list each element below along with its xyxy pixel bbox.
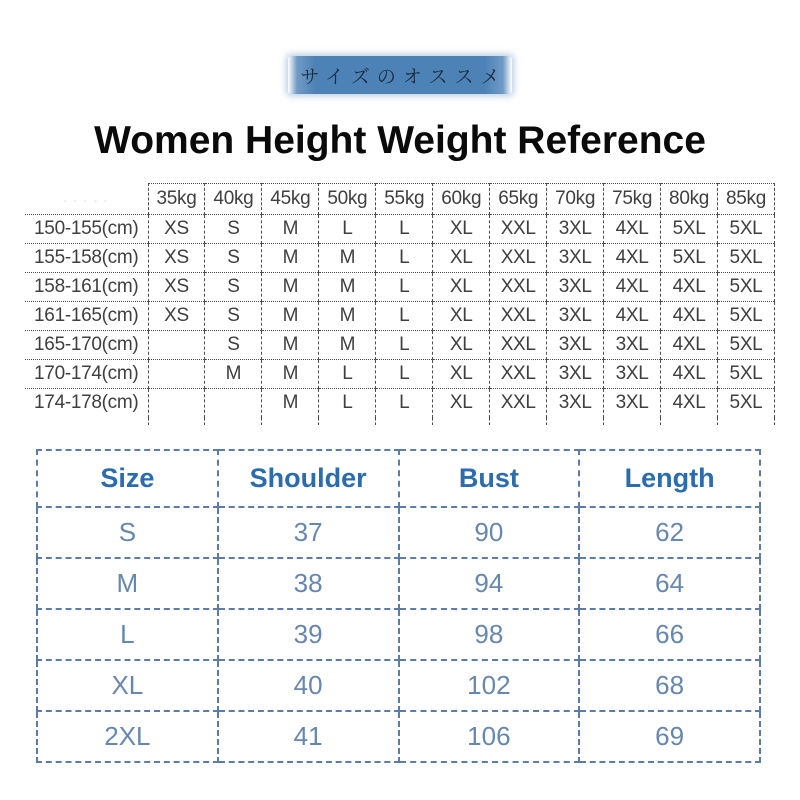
tick-cell — [262, 418, 319, 425]
height-weight-row — [25, 360, 775, 389]
shoulder-value-cell: 40 — [218, 660, 399, 711]
measurement-table-body — [37, 507, 760, 762]
height-weight-row — [25, 331, 775, 360]
measurement-header-row — [37, 450, 760, 507]
recommended-size-cell: XL — [433, 244, 490, 273]
recommended-size-cell: 4XL — [604, 273, 661, 302]
recommended-size-cell: M — [262, 389, 319, 418]
erased-text-artifact: - - - - - — [63, 195, 110, 207]
recommended-size-cell: 3XL — [547, 215, 604, 244]
tick-cell — [376, 418, 433, 425]
recommended-size-cell: XL — [433, 331, 490, 360]
recommended-size-cell: M — [205, 360, 262, 389]
recommended-size-cell: S — [205, 302, 262, 331]
recommended-size-cell: XS — [148, 302, 205, 331]
bust-value-cell: 102 — [399, 660, 580, 711]
recommended-size-cell: L — [319, 389, 376, 418]
size-value-cell: 2XL — [37, 711, 218, 762]
weight-header-cell: 50kg — [319, 184, 376, 215]
height-range-label: 150-155(cm) — [25, 215, 148, 244]
recommended-size-cell: 3XL — [547, 302, 604, 331]
weight-header-cell: 80kg — [661, 184, 718, 215]
recommended-size-cell: L — [319, 360, 376, 389]
tick-cell — [25, 418, 148, 425]
height-weight-table-head — [25, 184, 775, 215]
shoulder-header-cell: Shoulder — [218, 450, 399, 507]
recommended-size-cell: 5XL — [718, 302, 775, 331]
recommended-size-cell: XL — [433, 389, 490, 418]
tick-cell — [319, 418, 376, 425]
measurement-row — [37, 660, 760, 711]
tick-cell — [604, 418, 661, 425]
measurement-table — [36, 449, 761, 763]
weight-header-cell: 55kg — [376, 184, 433, 215]
recommended-size-cell: 3XL — [547, 244, 604, 273]
tick-cell — [661, 418, 718, 425]
recommended-size-cell: M — [262, 244, 319, 273]
shoulder-value-cell: 38 — [218, 558, 399, 609]
height-range-label: 170-174(cm) — [25, 360, 148, 389]
size-value-cell: XL — [37, 660, 218, 711]
tick-cell — [718, 418, 775, 425]
weight-header-row — [25, 184, 775, 215]
recommended-size-cell: 4XL — [661, 360, 718, 389]
height-weight-row — [25, 273, 775, 302]
recommended-size-cell: 5XL — [718, 273, 775, 302]
length-value-cell: 69 — [579, 711, 760, 762]
recommended-size-cell: L — [319, 215, 376, 244]
height-weight-row — [25, 389, 775, 418]
size-value-cell: M — [37, 558, 218, 609]
recommended-size-cell: XXL — [490, 331, 547, 360]
recommended-size-cell — [148, 389, 205, 418]
recommended-size-cell: 4XL — [661, 302, 718, 331]
measurement-table-head — [37, 450, 760, 507]
recommended-size-cell: 4XL — [604, 244, 661, 273]
recommended-size-cell: 5XL — [661, 215, 718, 244]
recommended-size-cell: M — [262, 215, 319, 244]
recommended-size-cell: XXL — [490, 215, 547, 244]
height-weight-table — [25, 183, 775, 425]
bust-value-cell: 90 — [399, 507, 580, 558]
recommended-size-cell: XS — [148, 215, 205, 244]
recommended-size-cell: XL — [433, 215, 490, 244]
recommended-size-cell: L — [376, 244, 433, 273]
corner-cell — [25, 184, 148, 215]
recommended-size-cell: M — [319, 331, 376, 360]
recommended-size-cell — [205, 389, 262, 418]
recommended-size-cell — [148, 331, 205, 360]
recommended-size-cell: XXL — [490, 389, 547, 418]
recommended-size-cell: L — [376, 273, 433, 302]
tick-cell — [490, 418, 547, 425]
recommended-size-cell: 3XL — [547, 331, 604, 360]
bust-value-cell: 106 — [399, 711, 580, 762]
size-header-cell: Size — [37, 450, 218, 507]
length-value-cell: 68 — [579, 660, 760, 711]
recommended-size-cell: XXL — [490, 244, 547, 273]
shoulder-value-cell: 37 — [218, 507, 399, 558]
recommended-size-cell: M — [262, 360, 319, 389]
recommended-size-cell: L — [376, 215, 433, 244]
weight-header-cell: 85kg — [718, 184, 775, 215]
bust-value-cell: 94 — [399, 558, 580, 609]
recommended-size-cell: M — [319, 244, 376, 273]
recommended-size-cell: S — [205, 244, 262, 273]
recommended-size-cell: 4XL — [661, 273, 718, 302]
height-range-label: 158-161(cm) — [25, 273, 148, 302]
measurement-row — [37, 609, 760, 660]
recommended-size-cell: 5XL — [718, 215, 775, 244]
recommended-size-cell: L — [376, 331, 433, 360]
recommended-size-cell: 3XL — [604, 389, 661, 418]
recommended-size-cell: XS — [148, 273, 205, 302]
recommended-size-cell: 3XL — [547, 360, 604, 389]
recommended-size-cell: L — [376, 389, 433, 418]
recommended-size-cell: XS — [148, 244, 205, 273]
height-weight-table-body — [25, 215, 775, 425]
recommended-size-cell — [148, 360, 205, 389]
size-value-cell: L — [37, 609, 218, 660]
length-value-cell: 66 — [579, 609, 760, 660]
page-title: Women Height Weight Reference — [94, 119, 706, 162]
recommended-size-cell: 3XL — [604, 331, 661, 360]
height-range-label: 165-170(cm) — [25, 331, 148, 360]
tick-cell — [433, 418, 490, 425]
recommended-size-cell: XL — [433, 302, 490, 331]
recommended-size-cell: M — [262, 331, 319, 360]
recommended-size-cell: XXL — [490, 273, 547, 302]
bust-value-cell: 98 — [399, 609, 580, 660]
length-value-cell: 64 — [579, 558, 760, 609]
size-value-cell: S — [37, 507, 218, 558]
weight-header-cell: 40kg — [205, 184, 262, 215]
recommended-size-cell: 5XL — [718, 360, 775, 389]
recommended-size-cell: 4XL — [661, 331, 718, 360]
recommended-size-cell: 4XL — [604, 302, 661, 331]
recommended-size-cell: 3XL — [547, 389, 604, 418]
recommended-size-cell: M — [262, 273, 319, 302]
weight-header-cell: 70kg — [547, 184, 604, 215]
recommended-size-cell: 5XL — [718, 331, 775, 360]
recommended-size-cell: M — [319, 302, 376, 331]
measurement-row — [37, 558, 760, 609]
bottom-tick-row — [25, 418, 775, 425]
tick-cell — [148, 418, 205, 425]
banner-text: サイズのオススメ — [300, 65, 507, 88]
recommended-size-cell: S — [205, 273, 262, 302]
recommended-size-cell: L — [376, 302, 433, 331]
shoulder-value-cell: 41 — [218, 711, 399, 762]
weight-header-cell: 65kg — [490, 184, 547, 215]
weight-header-cell: 60kg — [433, 184, 490, 215]
recommended-size-cell: XXL — [490, 360, 547, 389]
height-range-label: 174-178(cm) — [25, 389, 148, 418]
shoulder-value-cell: 39 — [218, 609, 399, 660]
recommended-size-cell: 5XL — [718, 389, 775, 418]
length-header-cell: Length — [579, 450, 760, 507]
recommended-size-cell: L — [376, 360, 433, 389]
bust-header-cell: Bust — [399, 450, 580, 507]
recommended-size-cell: M — [319, 273, 376, 302]
weight-header-cell: 45kg — [262, 184, 319, 215]
height-range-label: 161-165(cm) — [25, 302, 148, 331]
weight-header-cell: 35kg — [148, 184, 205, 215]
tick-cell — [205, 418, 262, 425]
measurement-row — [37, 507, 760, 558]
recommended-size-cell: 3XL — [604, 360, 661, 389]
recommended-size-cell: XL — [433, 360, 490, 389]
recommended-size-cell: 4XL — [604, 215, 661, 244]
height-weight-row — [25, 244, 775, 273]
height-weight-row — [25, 215, 775, 244]
recommended-size-cell: S — [205, 331, 262, 360]
height-range-label: 155-158(cm) — [25, 244, 148, 273]
japanese-ribbon-banner — [288, 56, 512, 94]
recommended-size-cell: S — [205, 215, 262, 244]
tick-cell — [547, 418, 604, 425]
recommended-size-cell: M — [262, 302, 319, 331]
weight-header-cell: 75kg — [604, 184, 661, 215]
measurement-row — [37, 711, 760, 762]
recommended-size-cell: 5XL — [661, 244, 718, 273]
recommended-size-cell: 5XL — [718, 244, 775, 273]
height-weight-row — [25, 302, 775, 331]
recommended-size-cell: 3XL — [547, 273, 604, 302]
length-value-cell: 62 — [579, 507, 760, 558]
recommended-size-cell: XL — [433, 273, 490, 302]
recommended-size-cell: XXL — [490, 302, 547, 331]
recommended-size-cell: 4XL — [661, 389, 718, 418]
